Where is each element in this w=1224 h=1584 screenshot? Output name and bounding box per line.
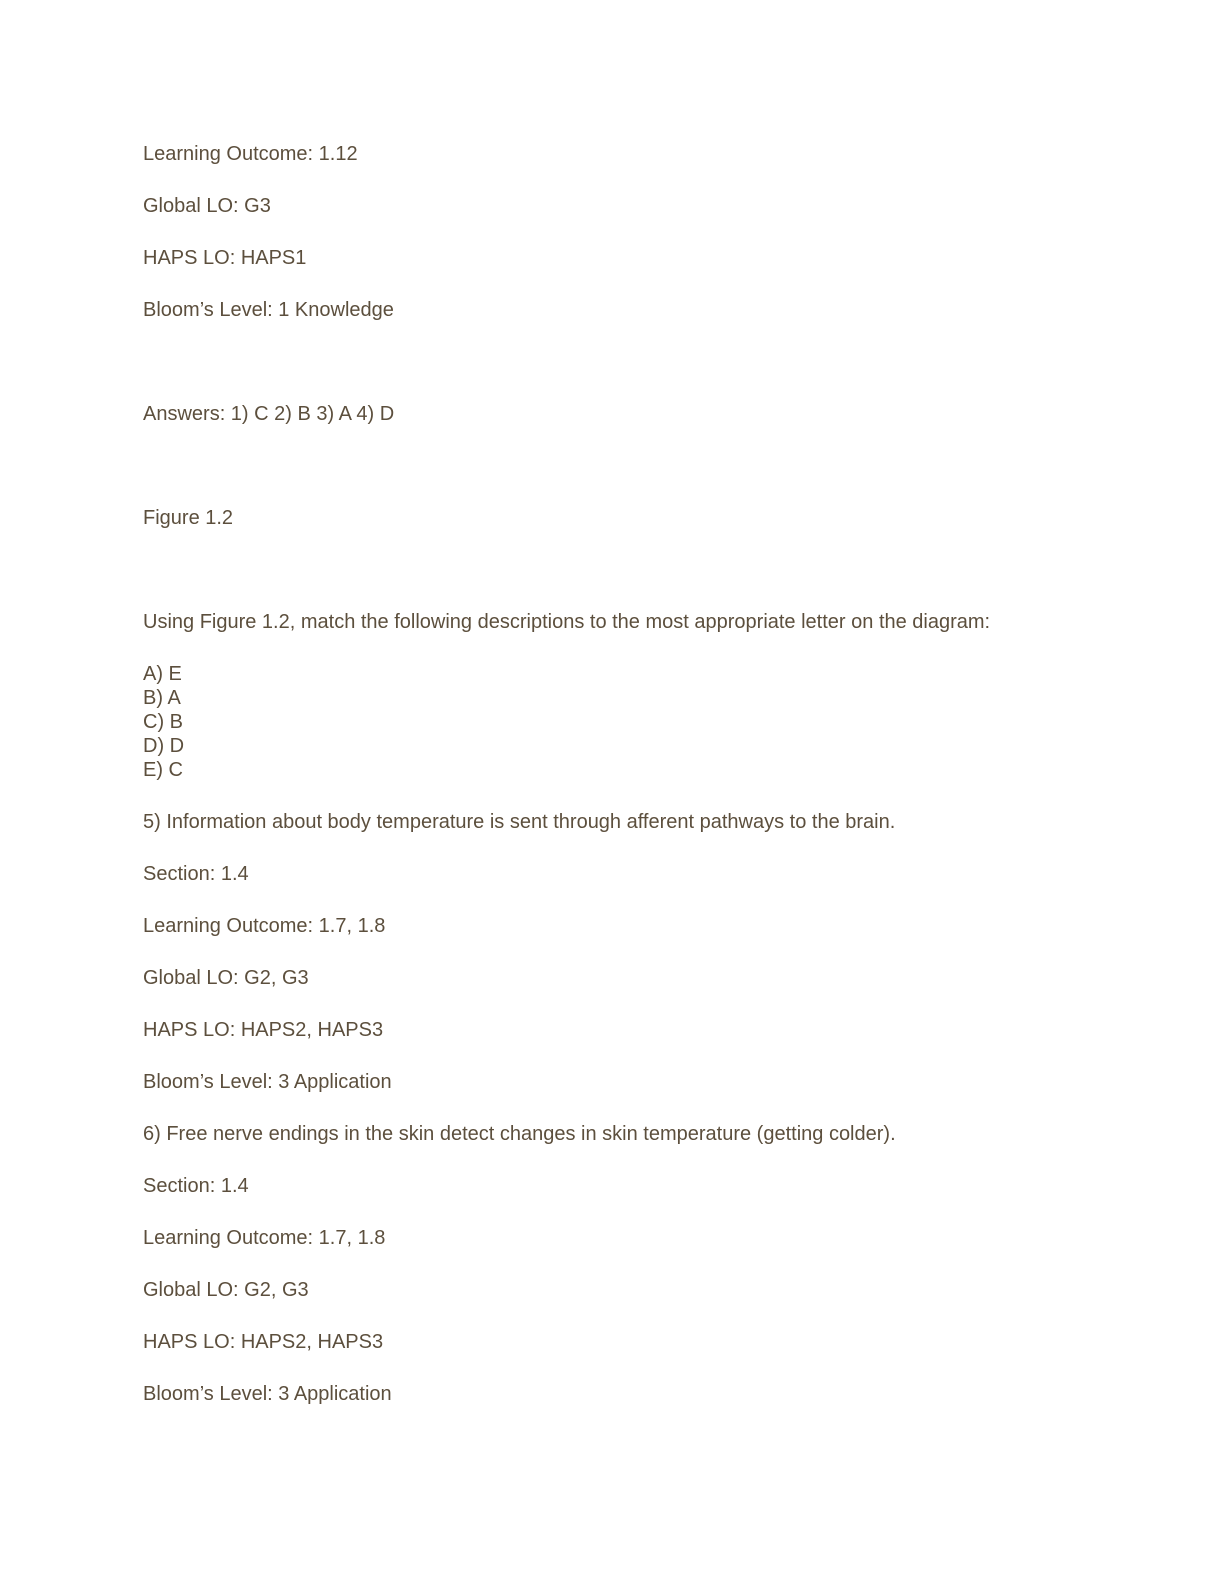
option-b: B) A	[143, 687, 181, 709]
q5-learning-outcome: Learning Outcome: 1.7, 1.8	[143, 915, 386, 937]
figure-title: Figure 1.2	[143, 507, 234, 529]
option-c: C) B	[143, 711, 183, 733]
haps-lo: HAPS LO: HAPS1	[143, 247, 307, 269]
q5-blooms-level: Bloom’s Level: 3 Application	[143, 1071, 392, 1093]
question-5: 5) Information about body temperature is sent through afferent pathways to the brain.	[143, 811, 896, 833]
document-page	[143, 142, 1103, 1406]
blooms-level: Bloom’s Level: 1 Knowledge	[143, 299, 394, 321]
option-e: E) C	[143, 759, 183, 781]
q6-global-lo: Global LO: G2, G3	[143, 1279, 309, 1301]
option-a: A) E	[143, 663, 182, 685]
instruction: Using Figure 1.2, match the following descriptions to the most appropriate letter on the diagram:	[143, 611, 991, 633]
q6-section: Section: 1.4	[143, 1175, 249, 1197]
q5-global-lo: Global LO: G2, G3	[143, 967, 309, 989]
option-list	[143, 662, 1103, 782]
q5-haps-lo: HAPS LO: HAPS2, HAPS3	[143, 1019, 384, 1041]
answers: Answers: 1) C 2) B 3) A 4) D	[143, 403, 395, 425]
option-d: D) D	[143, 735, 185, 757]
learning-outcome: Learning Outcome: 1.12	[143, 143, 358, 165]
q6-haps-lo: HAPS LO: HAPS2, HAPS3	[143, 1331, 384, 1353]
q6-learning-outcome: Learning Outcome: 1.7, 1.8	[143, 1227, 386, 1249]
q6-blooms-level: Bloom’s Level: 3 Application	[143, 1383, 392, 1405]
global-lo: Global LO: G3	[143, 195, 271, 217]
q5-section: Section: 1.4	[143, 863, 249, 885]
question-6: 6) Free nerve endings in the skin detect changes in skin temperature (getting colder).	[143, 1123, 896, 1145]
